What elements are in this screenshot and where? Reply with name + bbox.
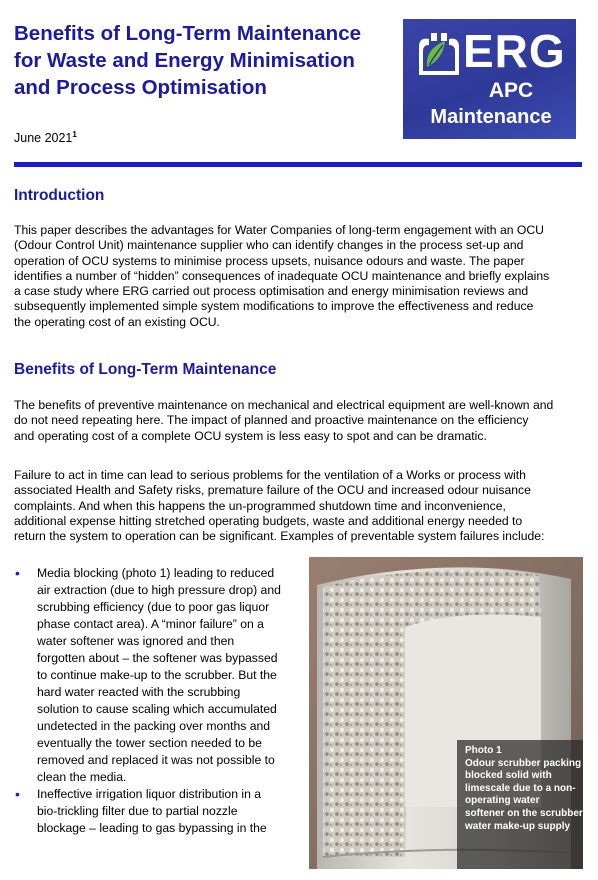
photo-caption bbox=[457, 740, 583, 869]
benefits-paragraph-2 bbox=[14, 468, 544, 544]
list-item bbox=[14, 565, 304, 786]
text-line: return the system to operation can be significant. Examples of preventable system failures include: bbox=[14, 529, 545, 544]
caption-line: operating water bbox=[465, 795, 540, 807]
text-line: The benefits of preventive maintenance on mechanical and electrical equipment are well-known and bbox=[14, 398, 554, 412]
text-line: blockage – leading to gas bypassing in the bbox=[37, 821, 267, 835]
text-line: phase contact area). A “minor failure” on a bbox=[37, 617, 264, 631]
logo-erg-text: ERG bbox=[463, 25, 566, 77]
text-line: (Odour Control Unit) maintenance supplier who can identify changes in the process set-up and bbox=[14, 238, 524, 253]
caption-line: blocked solid with bbox=[465, 770, 552, 782]
bullet-icon: • bbox=[15, 565, 20, 581]
title-line: and Process Optimisation bbox=[14, 76, 267, 99]
logo-apc-text: APC bbox=[488, 79, 534, 102]
text-line: Ineffective irrigation liquor distribution in a bbox=[37, 787, 262, 801]
text-line: do not need repeating here. The impact of planned and proactive maintenance on the efficiency bbox=[14, 413, 529, 428]
logo-maintenance-text: Maintenance bbox=[430, 106, 552, 128]
section-heading-introduction: Introduction bbox=[14, 187, 105, 204]
text-line: hard water reacted with the scrubbing bbox=[37, 685, 241, 699]
text-line: solution to cause scaling which accumulated bbox=[37, 702, 277, 716]
erg-leaf-icon bbox=[415, 31, 461, 75]
caption-line: Odour scrubber packing bbox=[465, 757, 582, 769]
text-line: undetected in the packing over months and bbox=[37, 719, 271, 733]
benefits-paragraph-1 bbox=[14, 398, 553, 444]
document-date bbox=[14, 130, 77, 145]
section-heading-benefits: Benefits of Long-Term Maintenance bbox=[14, 361, 277, 378]
text-line: clean the media. bbox=[37, 770, 127, 784]
scrubber-photo bbox=[309, 557, 583, 869]
text-line: air extraction (due to high pressure drop) and bbox=[37, 583, 281, 597]
text-line: complaints. And when this happens the un-programmed shutdown time and inconvenience, bbox=[14, 498, 506, 513]
text-line: forgotten about – the softener was bypassed bbox=[37, 651, 278, 665]
text-line: Failure to act in time can lead to serious problems for the ventilation of a Works or process with bbox=[14, 468, 526, 482]
text-line: This paper describes the advantages for Water Companies of long-term engagement with an OCU bbox=[14, 223, 544, 237]
footnote-ref: 1 bbox=[72, 130, 77, 139]
text-line: removed and replaced it was not possible to bbox=[37, 753, 275, 767]
failure-examples-list bbox=[14, 565, 304, 837]
document-title bbox=[14, 20, 399, 101]
text-line: water softener was ignored and then bbox=[37, 634, 235, 648]
erg-apc-maintenance-logo bbox=[403, 19, 576, 139]
intro-paragraph bbox=[14, 223, 549, 330]
title-line: for Waste and Energy Minimisation bbox=[14, 49, 355, 72]
text-line: eventually the tower section needed to be bbox=[37, 736, 262, 750]
text-line: bio-trickling filter due to partial nozzle bbox=[37, 804, 238, 818]
caption-line: water make-up supply bbox=[465, 820, 571, 832]
caption-line: limescale due to a non- bbox=[465, 782, 576, 794]
header-divider bbox=[14, 162, 582, 167]
text-line: operation of OCU systems to minimise process upsets, nuisance odours and waste. The paper bbox=[14, 253, 525, 268]
title-line: Benefits of Long-Term Maintenance bbox=[14, 22, 362, 45]
text-line: the operating cost of an existing OCU. bbox=[14, 314, 220, 329]
bullet-icon: • bbox=[15, 786, 20, 802]
text-line: scrubbing efficiency (due to poor gas liquor bbox=[37, 600, 270, 614]
text-line: Media blocking (photo 1) leading to reduced bbox=[37, 566, 275, 580]
caption-title: Photo 1 bbox=[465, 745, 502, 756]
text-line: associated Health and Safety risks, premature failure of the OCU and increased odour nuisance bbox=[14, 483, 531, 498]
text-line: additional expense hitting stretched operating budgets, waste and additional energy needed to bbox=[14, 513, 523, 528]
text-line: identifies a number of “hidden” consequences of inadequate OCU maintenance and briefly explains bbox=[14, 268, 550, 283]
text-line: a case study where ERG carried out process optimisation and energy minimisation reviews and bbox=[14, 284, 529, 299]
text-line: subsequently implemented simple system modifications to improve the effectiveness and reduce bbox=[14, 299, 534, 314]
text-line: to continue make-up to the scrubber. But the bbox=[37, 668, 277, 682]
caption-line: softener on the scrubber bbox=[465, 807, 583, 819]
list-item bbox=[14, 786, 304, 837]
date-text: June 2021 bbox=[14, 131, 73, 146]
text-line: and operating cost of a complete OCU system is less easy to spot and can be dramatic. bbox=[14, 428, 487, 443]
